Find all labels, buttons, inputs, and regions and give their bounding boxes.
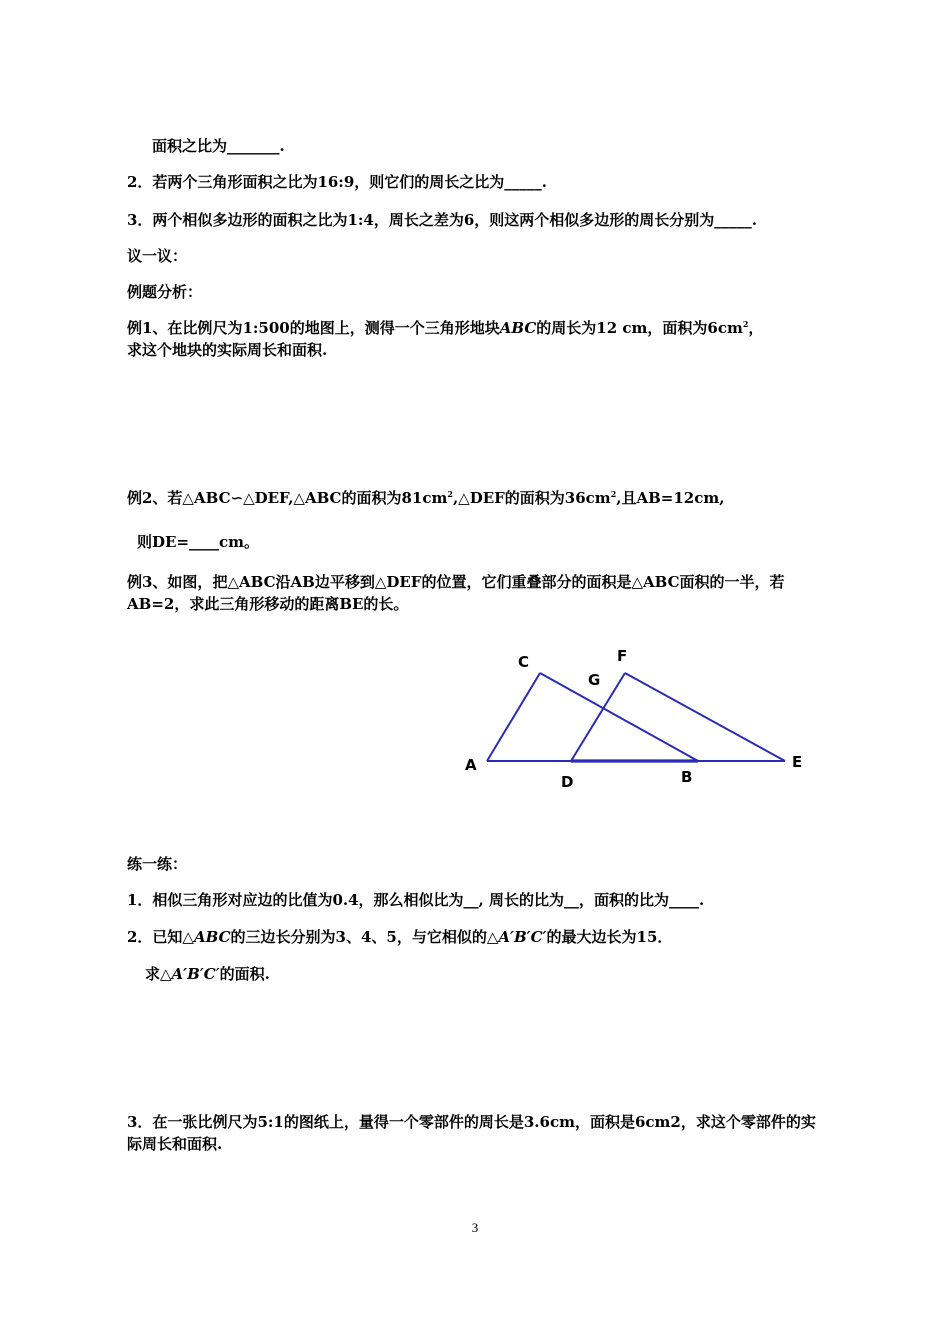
- translation-triangles-figure: [455, 640, 835, 800]
- question-3: 3．两个相似多边形的面积之比为1:4，周长之差为6，则这两个相似多边形的周长分别为_____.: [127, 211, 758, 229]
- segment-cb: [540, 673, 698, 761]
- intro-line1: 面积之比为_______.: [152, 137, 285, 155]
- label-b: B: [681, 768, 693, 786]
- page-number: 3: [471, 1220, 479, 1235]
- practice-2-line2-a: 求△: [145, 965, 172, 983]
- practice-2-line2: [145, 964, 270, 984]
- practice-2-triangle-name: ABC: [193, 928, 231, 946]
- question-2: 2．若两个三角形面积之比为16:9，则它们的周长之比为_____.: [127, 173, 548, 191]
- example-2-part3: ,且AB=12cm,: [616, 489, 725, 507]
- label-d: D: [561, 773, 574, 791]
- example-1-prefix: 例1、在比例尺为1:500的地图上，测得一个三角形地块: [127, 319, 500, 337]
- label-c: C: [518, 653, 530, 671]
- example-2-line1: [127, 488, 724, 508]
- example-2-superscript-1: 2: [447, 489, 453, 499]
- example-2-line2: 则DE=____cm。: [137, 533, 260, 551]
- label-g: G: [588, 671, 601, 689]
- example-1-line2: 求这个地块的实际周长和面积.: [127, 341, 328, 359]
- label-e: E: [792, 753, 803, 771]
- practice-2-line2-b: 的面积.: [219, 965, 270, 983]
- segment-fe: [625, 673, 785, 761]
- example-1-mid: 的周长为12 cm，面积为6cm: [536, 319, 743, 337]
- practice-2-line1: [127, 927, 672, 947]
- practice-2-prime-triangle: A′B′C′: [498, 928, 547, 946]
- example-2-part2: ,△DEF的面积为36cm: [452, 489, 611, 507]
- label-f: F: [617, 647, 628, 665]
- example-1-end: ，: [748, 319, 764, 337]
- examples-heading: 例题分析：: [127, 283, 203, 301]
- segment-ac: [487, 673, 540, 761]
- example-2-superscript-2: 2: [610, 489, 617, 499]
- practice-2-part-a: 2．已知△: [127, 928, 194, 946]
- practice-2-part-b: 的三边长分别为3、4、5，与它相似的△: [230, 928, 499, 946]
- example-1-line1: [127, 318, 763, 338]
- practice-2-part-c: 的最大边长为15．: [546, 928, 673, 946]
- discuss-heading: 议一议：: [127, 247, 188, 265]
- example-3-text: 例3、如图，把△ABC沿AB边平移到△DEF的位置，它们重叠部分的面积是△ABC面积的一半，若AB=2，求此三角形移动的距离BE的长。: [127, 573, 785, 613]
- practice-2-line2-prime-triangle: A′B′C′: [171, 965, 220, 983]
- example-2-part1: 例2、若△ABC∽△DEF,△ABC的面积为81cm: [127, 489, 448, 507]
- triangle-def: [571, 673, 785, 761]
- example-1-superscript: 2: [742, 319, 749, 329]
- practice-1: 1．相似三角形对应边的比值为0.4，那么相似比为__, 周长的比为__，面积的比为____.: [127, 891, 705, 909]
- label-a: A: [465, 756, 477, 774]
- example-1-triangle-name: ABC: [499, 319, 537, 337]
- practice-heading: 练一练：: [127, 855, 188, 873]
- practice-3: 3．在一张比例尺为5:1的图纸上，量得一个零部件的周长是3.6cm，面积是6cm2，求这个零部件的实际周长和面积.: [127, 1113, 816, 1153]
